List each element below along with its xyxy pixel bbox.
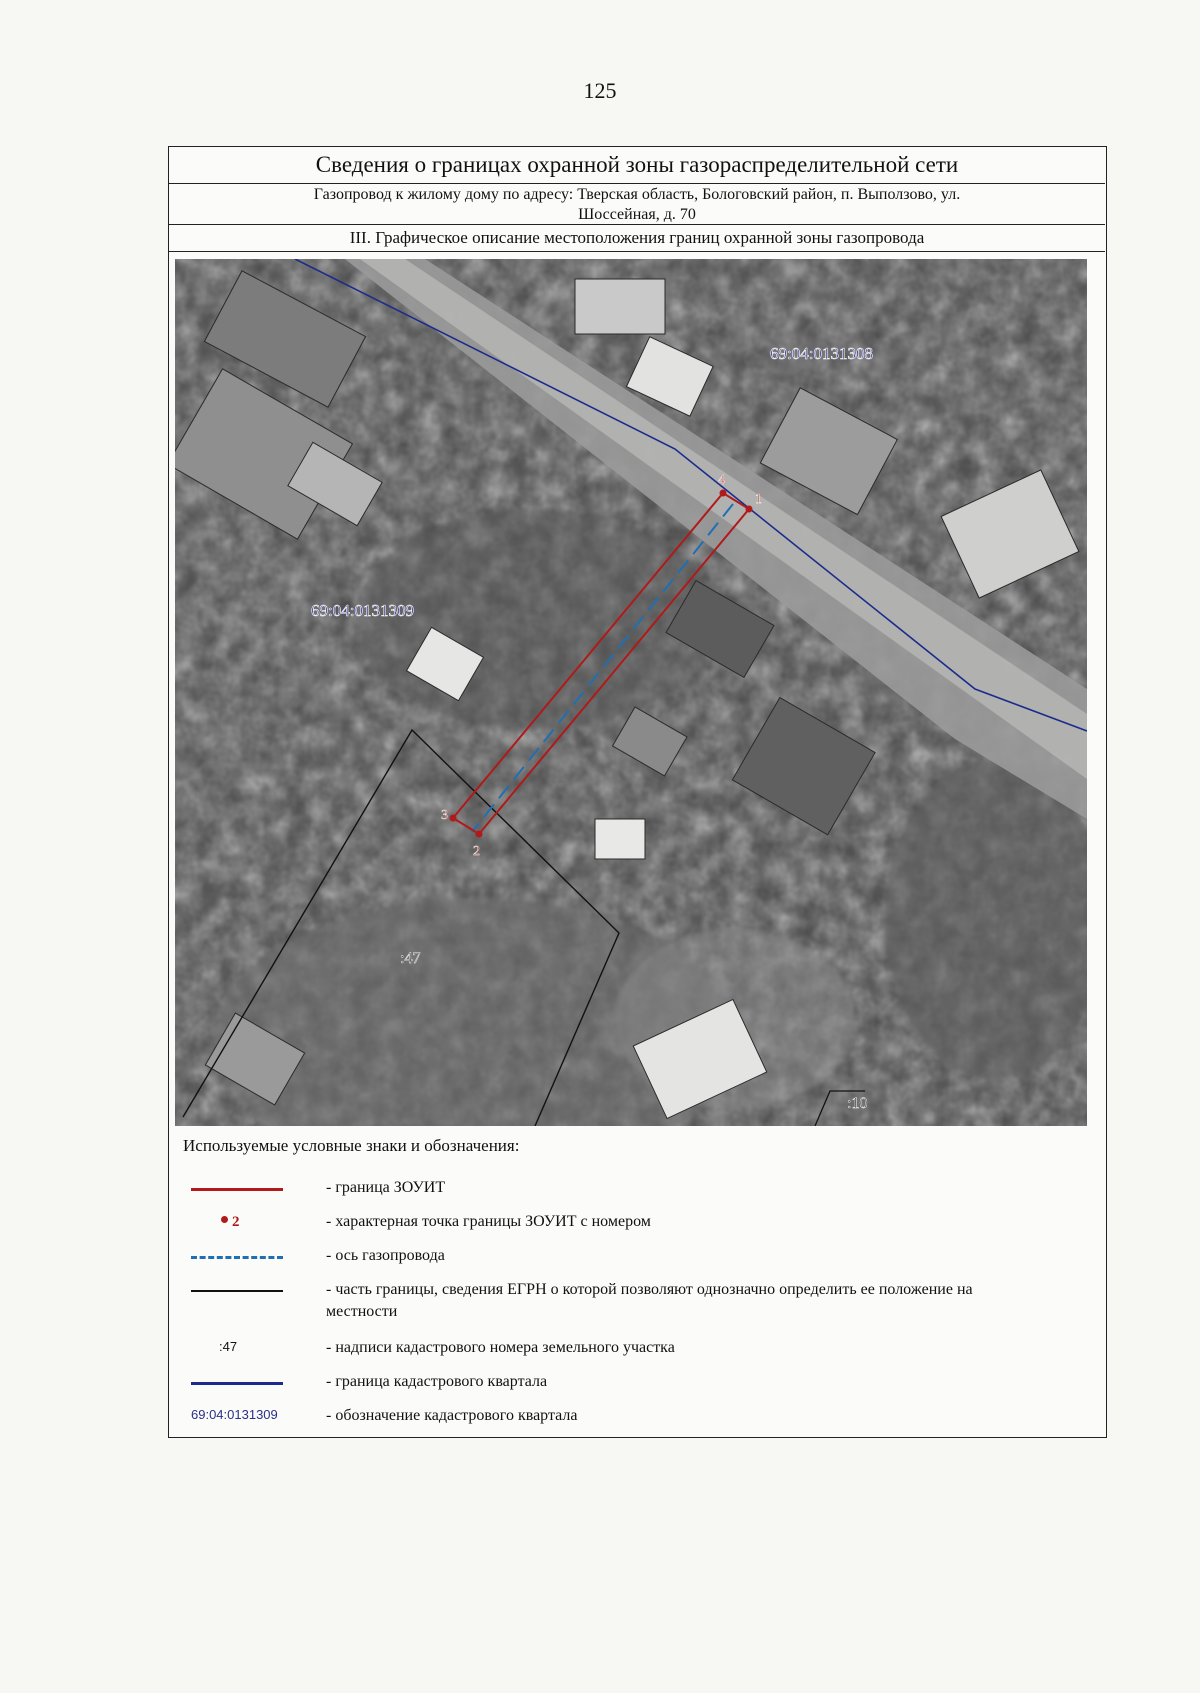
zone-point-3: [450, 815, 457, 822]
quarter-label-north: 69:04:0131308: [770, 344, 873, 363]
zone-point-1: [746, 506, 753, 513]
legend-title: Используемые условные знаки и обозначения:: [183, 1136, 520, 1155]
quarter-label-west: 69:04:0131309: [311, 601, 414, 620]
zone-point-4: [720, 490, 727, 497]
black-line-symbol: [191, 1290, 283, 1292]
document-frame: [168, 146, 1107, 1438]
red-point-symbol: 2: [221, 1214, 240, 1231]
dashed-line-symbol: [191, 1256, 283, 1259]
legend-text: - ось газопровода: [326, 1247, 445, 1264]
legend-text: - обозначение кадастрового квартала: [326, 1407, 578, 1424]
address-line-1: Газопровод к жилому дому по адресу: Тверская область, Бологовский район, п. Выползово, ул.: [313, 186, 961, 203]
aerial-map: [175, 259, 1087, 1126]
zone-point-4-label: 4: [718, 473, 725, 488]
quarter-number-symbol: 69:04:0131309: [191, 1407, 278, 1422]
address-block: [169, 183, 1105, 225]
document-title: Сведения о границах охранной зоны газораспределительной сети: [169, 147, 1105, 184]
zone-point-2-label: 2: [473, 844, 480, 859]
legend-text: - граница кадастрового квартала: [326, 1373, 548, 1390]
red-line-symbol: [191, 1188, 283, 1191]
zone-point-3-label: 3: [441, 808, 448, 823]
legend-text: - часть границы, сведения ЕГРН о которой позволяют однозначно определить ее положение на местности: [326, 1281, 973, 1320]
section-heading: III. Графическое описание местоположения границ охранной зоны газопровода: [169, 225, 1105, 252]
legend-text: - характерная точка границы ЗОУИТ с номером: [326, 1213, 651, 1230]
legend-text: - граница ЗОУИТ: [326, 1179, 446, 1196]
parcel-label-10: :10: [847, 1095, 868, 1112]
page-number: 125: [583, 78, 617, 103]
parcel-number-symbol: :47: [219, 1339, 238, 1354]
zone-point-1-label: 1: [755, 492, 762, 507]
zone-point-2: [476, 831, 483, 838]
address-line-2: Шоссейная, д. 70: [578, 206, 696, 223]
navy-line-symbol: [191, 1382, 283, 1385]
map-canvas: [175, 259, 1087, 1126]
legend-text: - надписи кадастрового номера земельного участка: [326, 1339, 675, 1356]
parcel-label-47: :47: [400, 950, 421, 967]
